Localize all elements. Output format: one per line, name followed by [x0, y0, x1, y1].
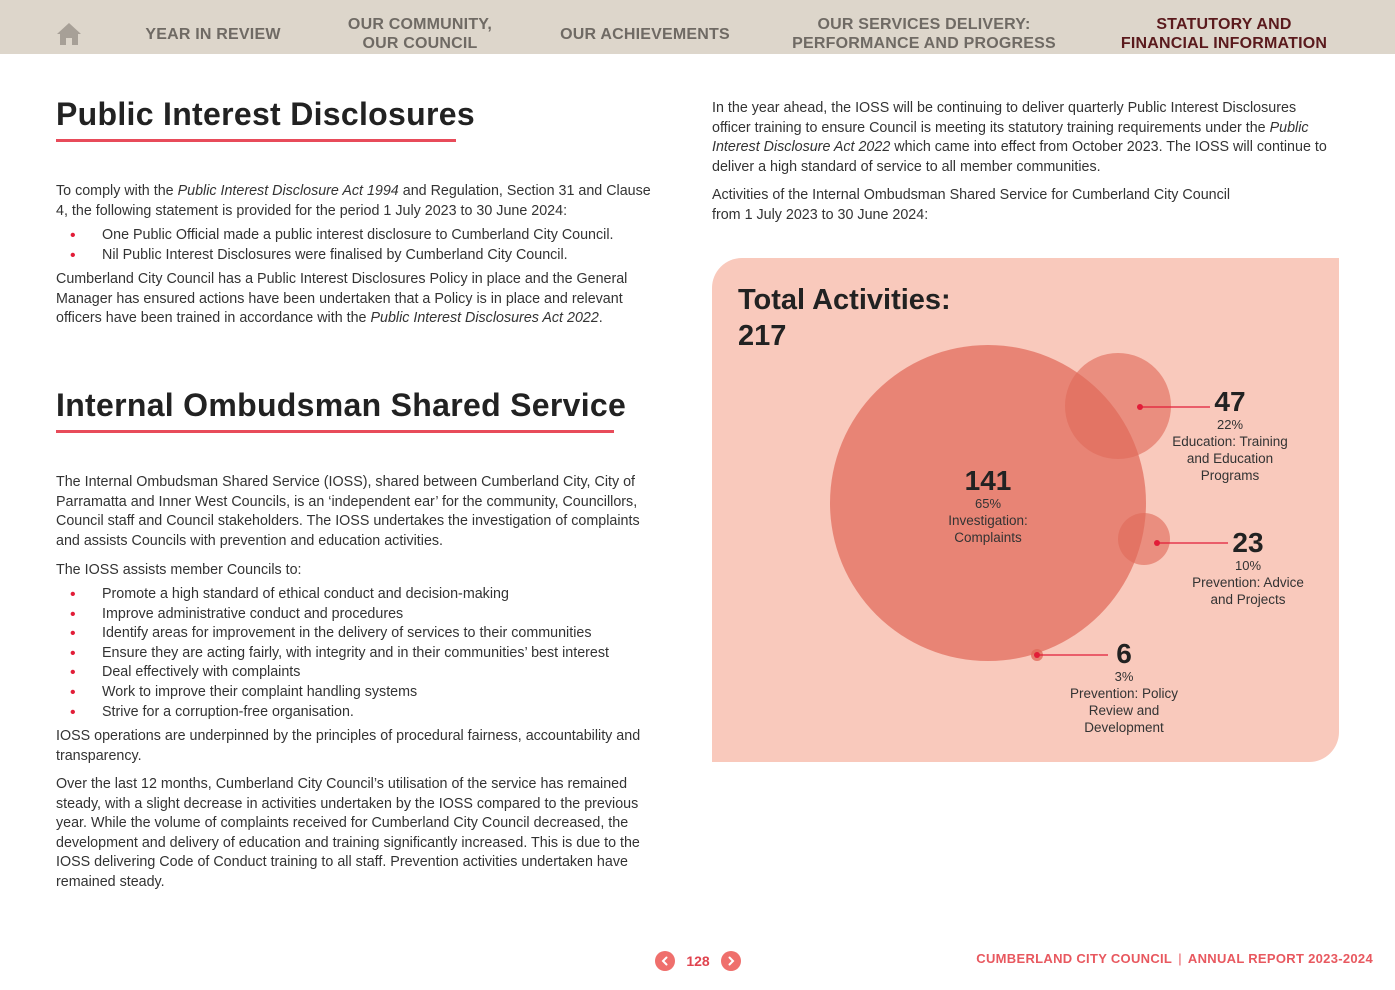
list-item: • Deal effectively with complaints: [56, 663, 656, 683]
list-item: • Ensure they are acting fairly, with integrity and in their communities’ best interest: [56, 644, 656, 664]
footer-brand: [976, 951, 1373, 966]
value-label-investigation-complaints: 141: [964, 465, 1012, 496]
pid-intro: To comply with the Public Interest Disclosure Act 1994 and Regulation, Section 31 and Clause 4, the following statement is provided for the period 1 July 2023 to 30 June 2024:: [56, 183, 651, 219]
category-label-prevention-policy-review-and-development: Review and: [1088, 703, 1160, 718]
list-item: • Work to improve their complaint handling systems: [56, 683, 656, 703]
next-page-button[interactable]: [721, 951, 741, 971]
pagination: [655, 951, 741, 971]
ioss-principles: IOSS operations are underpinned by the principles of procedural fairness, accountability and transparency.: [56, 728, 641, 764]
top-navigation: [0, 0, 1395, 54]
previous-page-button[interactable]: [655, 951, 675, 971]
chart-title: Total Activities: 217: [738, 284, 951, 352]
ioss-last-12-months: Over the last 12 months, Cumberland City Council’s utilisation of the service has remained steady, with a slight decrease in activities undertaken by the IOSS compared to the previous year. While the volume of complaints received for Cumberland City Council decreased, the development and delivery of education and training significantly increased. This is due to the IOSS delivering Code of Conduct training to all staff. Prevention activities undertaken have remained steady.: [56, 776, 640, 890]
tab-statutory-and-financial-information[interactable]: STATUTORY AND FINANCIAL INFORMATION: [1120, 16, 1328, 52]
percent-label-investigation-complaints: 65%: [974, 496, 1002, 511]
ioss-heading-underline: [56, 430, 614, 433]
ioss-intro: The Internal Ombudsman Shared Service (IOSS), shared between Cumberland City, City of Parramatta and Inner West Councils, is an ‘independent ear’ for the community, Councillors, Council staff and Council stakeholders. The IOSS undertakes the investigation of complaints and assists Councils with prevention and education activities.: [56, 474, 640, 549]
bubble-education-training-and-education-programs: [1065, 353, 1171, 459]
category-label-prevention-advice-and-projects: and Projects: [1210, 592, 1286, 607]
value-label-prevention-advice-and-projects: 23: [1232, 527, 1264, 558]
chevron-left-icon: [660, 956, 670, 966]
bubble-prevention-advice-and-projects: [1118, 513, 1170, 565]
category-label-investigation-complaints: Complaints: [954, 530, 1022, 545]
leader-dot-education-training-and-education-programs: [1137, 404, 1143, 410]
category-label-prevention-policy-review-and-development: Prevention: Policy: [1069, 686, 1179, 701]
value-label-prevention-policy-review-and-development: 6: [1116, 638, 1132, 669]
category-label-education-training-and-education-programs: Programs: [1200, 468, 1260, 483]
percent-label-prevention-advice-and-projects: 10%: [1234, 558, 1262, 573]
category-label-prevention-policy-review-and-development: Development: [1084, 720, 1164, 735]
list-item: • Identify areas for improvement in the delivery of services to their communities: [56, 624, 656, 644]
list-item: • Improve administrative conduct and procedures: [56, 605, 656, 625]
footer-org: CUMBERLAND CITY COUNCIL: [976, 951, 1173, 966]
list-item: • Strive for a corruption-free organisation.: [56, 703, 656, 723]
category-label-education-training-and-education-programs: Education: Training: [1172, 434, 1288, 449]
category-label-education-training-and-education-programs: and Education: [1186, 451, 1274, 466]
tab-our-services-delivery[interactable]: OUR SERVICES DELIVERY: PERFORMANCE AND PROGRESS: [792, 16, 1056, 52]
tab-our-community-our-council[interactable]: OUR COMMUNITY, OUR COUNCIL: [347, 16, 493, 52]
ioss-heading: Internal Ombudsman Shared Service: [56, 387, 627, 423]
percent-label-prevention-policy-review-and-development: 3%: [1114, 669, 1134, 684]
list-item: • Nil Public Interest Disclosures were finalised by Cumberland City Council.: [56, 246, 656, 266]
list-item: • One Public Official made a public interest disclosure to Cumberland City Council.: [56, 226, 656, 246]
leader-dot-prevention-policy-review-and-development: [1034, 652, 1040, 658]
percent-label-education-training-and-education-programs: 22%: [1216, 417, 1244, 432]
pid-heading-underline: [56, 139, 456, 142]
leader-dot-prevention-advice-and-projects: [1154, 540, 1160, 546]
footer-separator: |: [1178, 951, 1182, 966]
pid-heading: Public Interest Disclosures: [56, 96, 475, 132]
home-icon[interactable]: [56, 21, 82, 47]
bubble-chart: [712, 258, 1339, 762]
chevron-right-icon: [726, 956, 736, 966]
pid-policy-paragraph: Cumberland City Council has a Public Interest Disclosures Policy in place and the General Manager has ensured actions have been undertaken that a Policy is in place and relevant officers have been trained in accordance with the Public Interest Disclosures Act 2022.: [56, 271, 628, 327]
list-item: • Promote a high standard of ethical conduct and decision-making: [56, 585, 656, 605]
page-number: 128: [686, 953, 710, 969]
tab-our-achievements[interactable]: OUR ACHIEVEMENTS: [560, 25, 730, 43]
value-label-education-training-and-education-programs: 47: [1214, 386, 1246, 417]
footer-report: ANNUAL REPORT 2023-2024: [1187, 951, 1373, 966]
category-label-investigation-complaints: Investigation:: [948, 513, 1028, 528]
ioss-year-ahead: In the year ahead, the IOSS will be continuing to deliver quarterly Public Interest Disclosures officer training to ensure Council is meeting its statutory training requirements under the Public Interest Disclosure Act 2022 which came into effect from October 2023. The IOSS will continue to deliver a high standard of service to all member communities.: [712, 100, 1327, 175]
pid-bullet-list: [56, 226, 656, 265]
ioss-bullet-list: [56, 585, 656, 722]
tab-year-in-review[interactable]: YEAR IN REVIEW: [145, 25, 281, 43]
category-label-prevention-advice-and-projects: Prevention: Advice: [1192, 575, 1304, 590]
total-activities-chart: [712, 258, 1339, 762]
ioss-activities-intro: Activities of the Internal Ombudsman Shared Service for Cumberland City Council from 1 July 2023 to 30 June 2024:: [712, 187, 1231, 223]
ioss-assists: The IOSS assists member Councils to:: [56, 562, 302, 578]
